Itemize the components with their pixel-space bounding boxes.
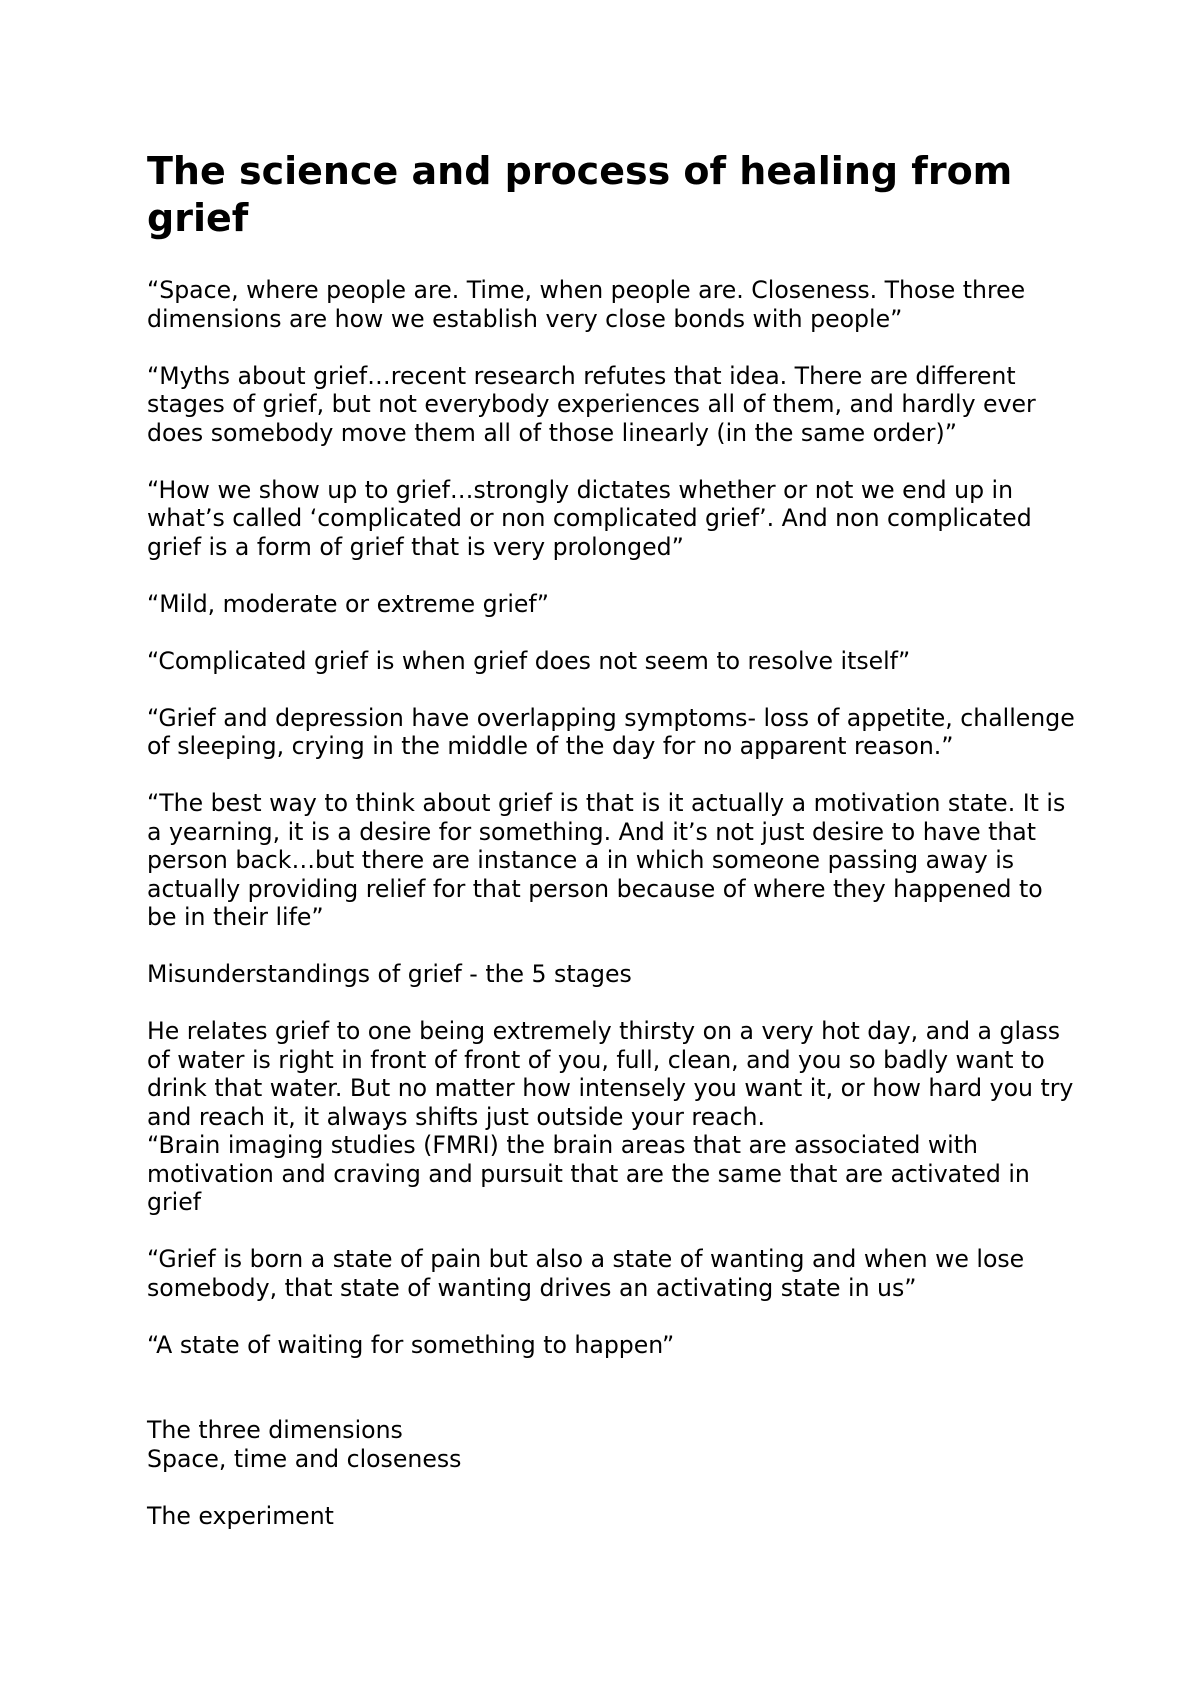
document-page: [147, 148, 1077, 1559]
document-title: The science and process of healing from grief: [147, 149, 1013, 240]
paragraph-show-up-quote: “How we show up to grief…strongly dictates whether or not we end up in what’s called ‘complicated or non complicated grief’. And non complicated grief is a form of grief that is very prolonged”: [147, 475, 1032, 561]
paragraph-depression-quote: “Grief and depression have overlapping symptoms- loss of appetite, challenge of sleeping, crying in the middle of the day for no apparent reason.”: [147, 703, 1075, 760]
paragraph-dimensions-quote: “Space, where people are. Time, when people are. Closeness. Those three dimensions are how we establish very close bonds with people”: [147, 276, 1026, 333]
paragraph-thirst-analogy: He relates grief to one being extremely thirsty on a very hot day, and a glass of water is right in front of front of you, full, clean, and you so badly want to drink that water. But no matter how intensely you want it, or how hard you try and reach it, it always shifts just outside your reach.: [147, 1017, 1074, 1131]
three-dimensions-list: Space, time and closeness: [147, 1444, 462, 1473]
experiment-heading: The experiment: [147, 1501, 334, 1530]
paragraph-brain-imaging-quote: “Brain imaging studies (FMRI) the brain areas that are associated with motivation and craving and pursuit that are the same that are activated in grief: [147, 1131, 1030, 1216]
paragraph-mild-moderate-quote: “Mild, moderate or extreme grief”: [147, 589, 549, 618]
paragraph-misunderstandings: Misunderstandings of grief - the 5 stages: [147, 960, 632, 988]
paragraph-waiting-quote: “A state of waiting for something to happen”: [147, 1330, 675, 1359]
paragraph-motivation-quote: “The best way to think about grief is that is it actually a motivation state. It is a yearning, it is a desire for something. And it’s not just desire to have that person back…but there are instance a in which someone passing away is actually providing relief for that person because of where they happened to be in their life”: [147, 789, 1066, 931]
three-dimensions-heading: The three dimensions: [147, 1416, 403, 1444]
paragraph-complicated-grief-quote: “Complicated grief is when grief does not seem to resolve itself”: [147, 646, 911, 675]
paragraph-pain-wanting-quote: “Grief is born a state of pain but also a state of wanting and when we lose somebody, that state of wanting drives an activating state in us”: [147, 1245, 1025, 1302]
blank-line: [147, 1388, 1077, 1417]
paragraph-myths-quote: “Myths about grief…recent research refutes that idea. There are different stages of grief, but not everybody experiences all of them, and hardly ever does somebody move them all of those linearly (in the same order)”: [147, 361, 1036, 447]
